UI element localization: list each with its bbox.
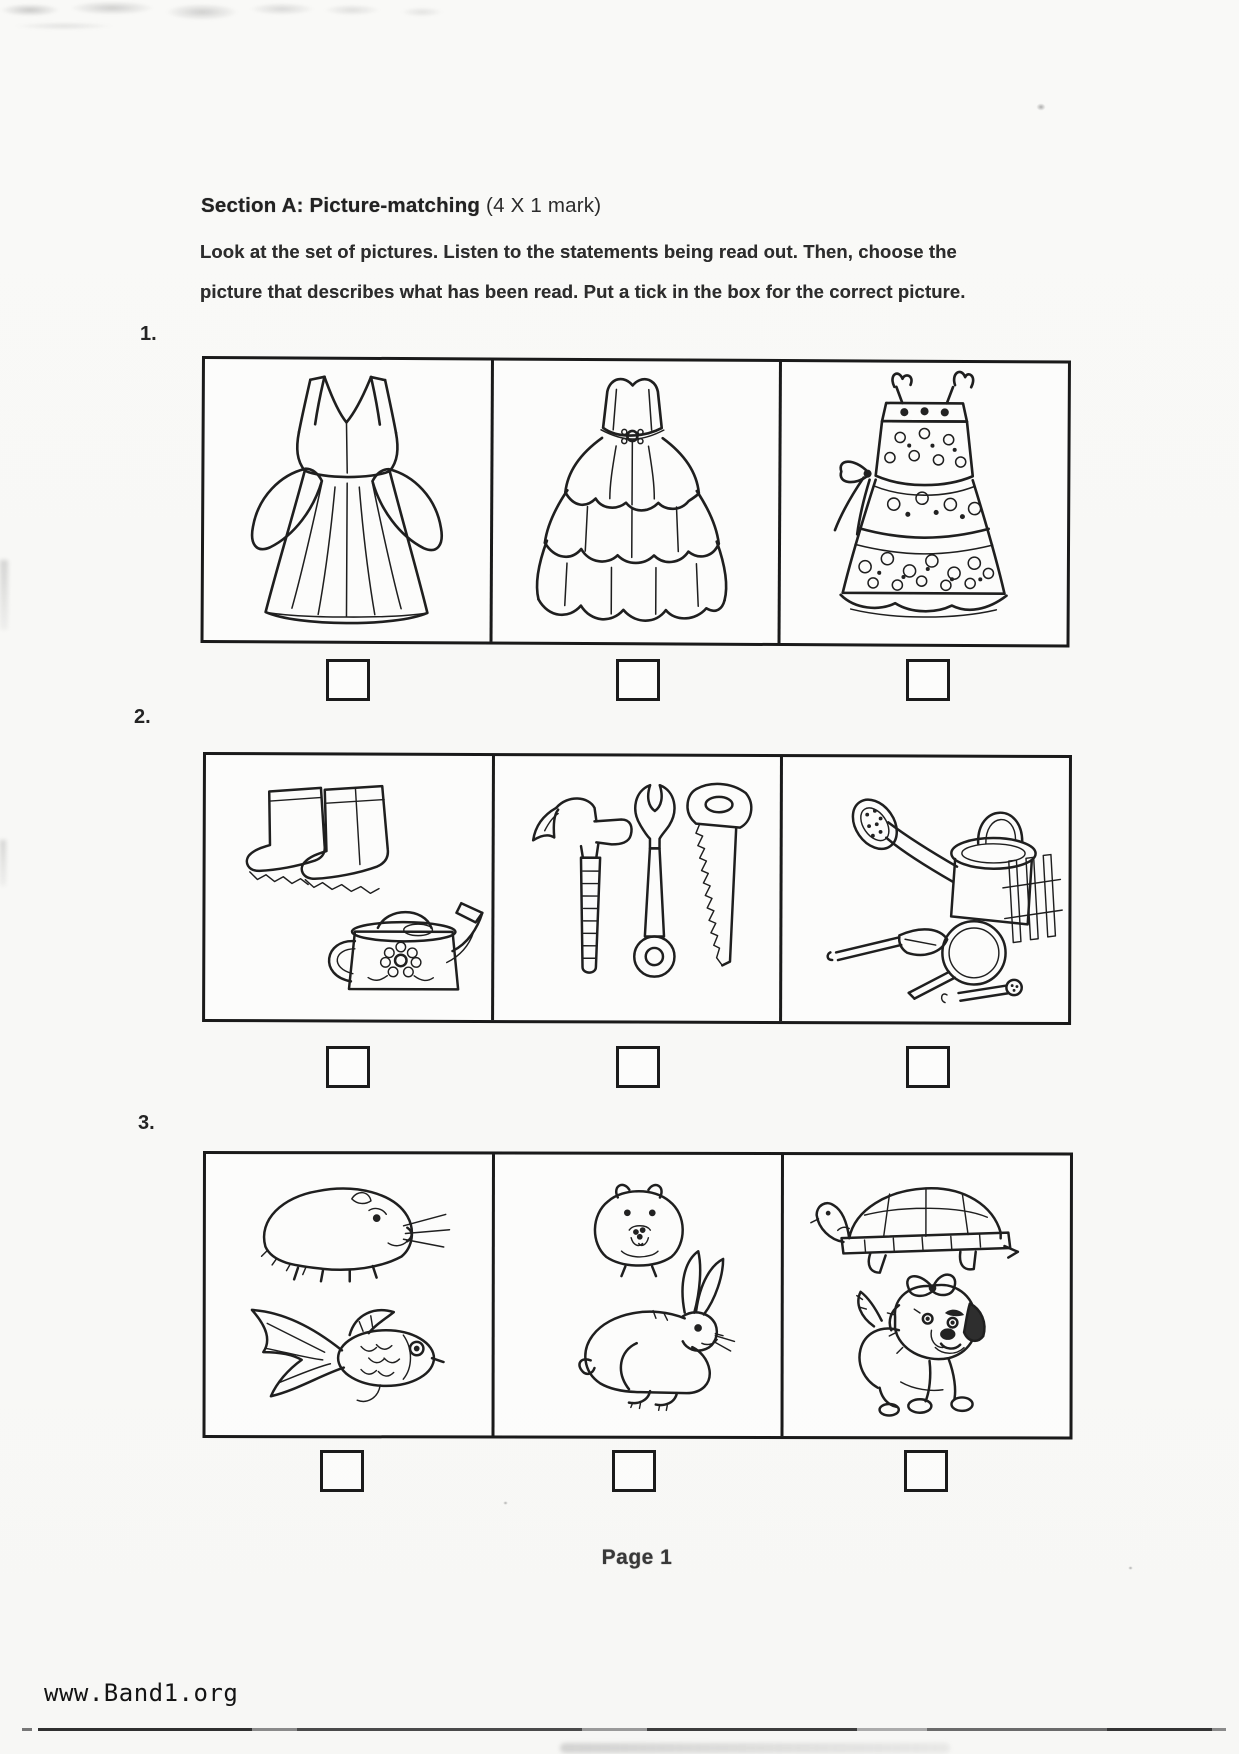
question-1-answer-box-2[interactable] — [616, 659, 660, 701]
hamster-rabbit-illustration — [499, 1159, 777, 1432]
question-3-answer-box-2[interactable] — [612, 1450, 656, 1492]
question-2-number: 2. — [134, 706, 151, 728]
garden-tools-illustration — [786, 761, 1065, 1018]
scan-artifact-edge — [0, 560, 8, 630]
question-2-picture-table — [202, 752, 1072, 1025]
question-1-answer-box-1[interactable] — [326, 659, 370, 701]
question-2-answer-box-2[interactable] — [616, 1046, 660, 1088]
question-2-answer-box-1[interactable] — [326, 1046, 370, 1088]
scan-artifact-bottom-line — [22, 1728, 1226, 1731]
question-3-option-3-cell — [784, 1155, 1070, 1436]
question-3-option-1-cell — [206, 1154, 495, 1436]
question-1-option-1-cell — [204, 359, 494, 642]
turtle-puppy-illustration — [788, 1159, 1066, 1432]
section-marks: (4 X 1 mark) — [480, 194, 602, 217]
question-1-answer-box-3[interactable] — [906, 659, 950, 701]
question-2-answer-box-3[interactable] — [906, 1046, 950, 1088]
question-3-answer-box-1[interactable] — [320, 1450, 364, 1492]
question-1-number: 1. — [140, 323, 157, 345]
boots-watering-can-illustration — [209, 759, 488, 1016]
instruction-line-2: picture that describes what has been read. Put a tick in the box for the correct picture. — [200, 281, 966, 302]
sequin-gown-illustration — [208, 363, 487, 637]
question-1-option-2-cell — [492, 361, 782, 644]
guinea-pig-goldfish-illustration — [210, 1158, 488, 1431]
question-3-number: 3. — [138, 1112, 155, 1134]
question-3-option-2-cell — [495, 1155, 784, 1437]
scan-artifact-top — [0, 0, 490, 36]
question-1-picture-table — [200, 356, 1070, 648]
scan-speck — [1128, 1566, 1133, 1570]
instruction-line-1: Look at the set of pictures. Listen to the statements being read out. Then, choose the — [200, 241, 957, 262]
hammer-wrench-saw-illustration — [498, 760, 777, 1017]
question-1-option-3-cell — [781, 362, 1068, 644]
scan-artifact-bottom-smudge — [560, 1743, 950, 1753]
scan-speck — [1036, 103, 1046, 111]
question-2-option-2-cell — [494, 756, 784, 1021]
page-number-label: Page 1 — [601, 1546, 673, 1569]
scan-speck — [503, 1501, 508, 1505]
question-2-option-1-cell — [205, 755, 495, 1020]
section-heading — [201, 194, 601, 218]
question-2-option-3-cell — [782, 757, 1069, 1022]
question-3-picture-table — [202, 1151, 1072, 1440]
website-footer-text: www.Band1.org — [44, 1679, 239, 1707]
scan-artifact-edge — [0, 840, 6, 886]
section-title: Section A: Picture-matching — [201, 194, 481, 217]
question-3-answer-box-3[interactable] — [904, 1450, 948, 1492]
polka-dot-dress-illustration — [785, 366, 1064, 640]
ruffle-ballgown-illustration — [496, 365, 775, 639]
